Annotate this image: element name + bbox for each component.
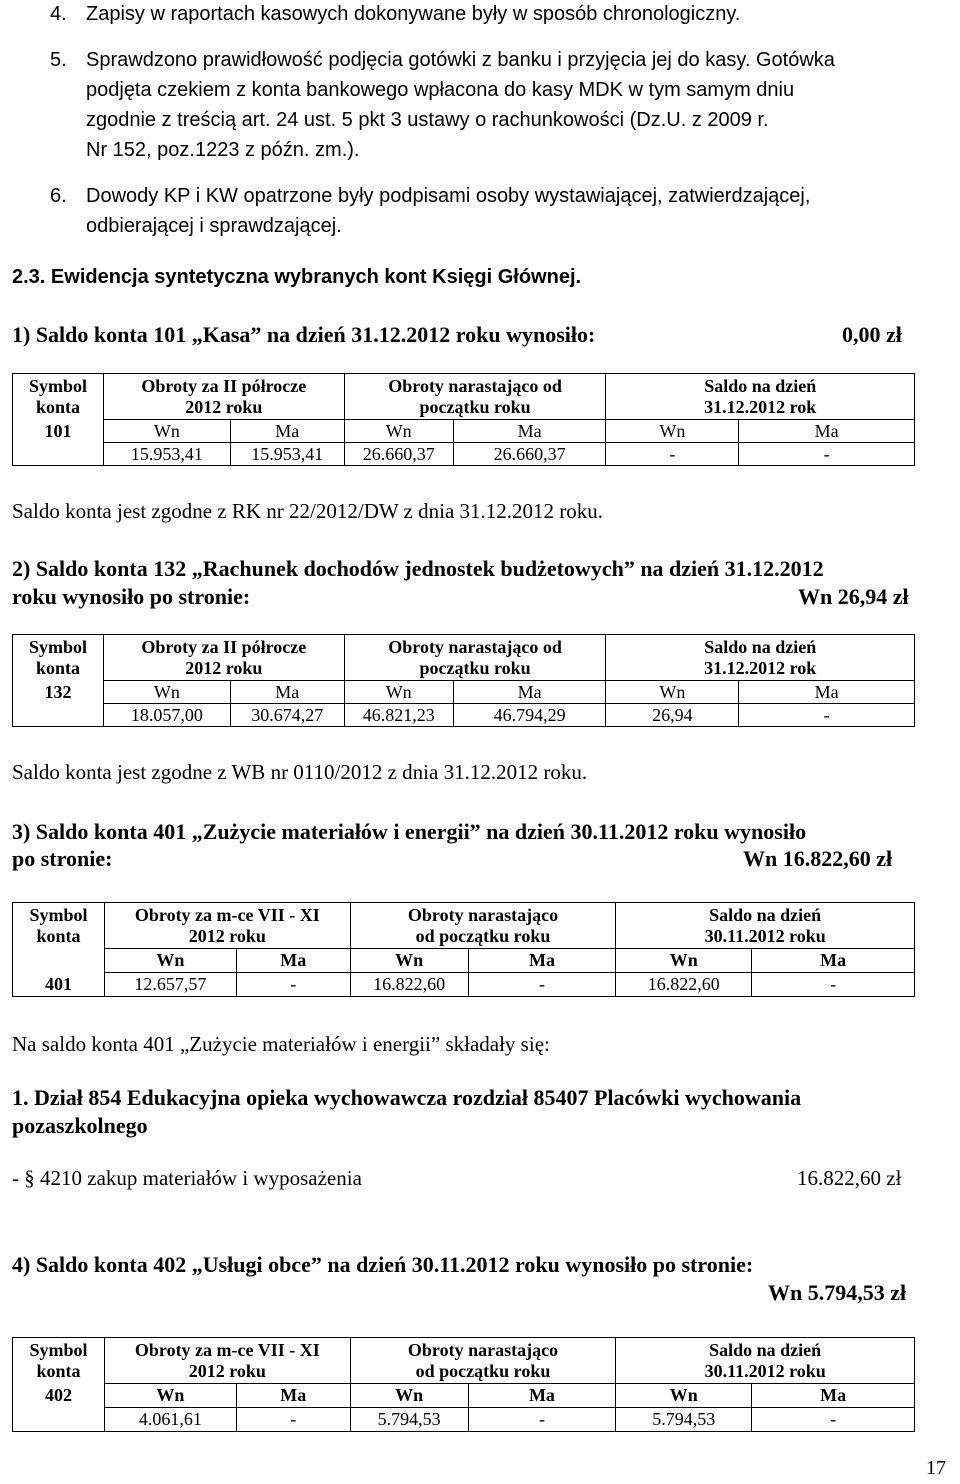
- table-401: [12, 902, 915, 997]
- side-label: Wn: [104, 1384, 236, 1408]
- header-saldo: Saldo na dzień 31.12.2012 rok: [606, 635, 915, 681]
- header-symbol: Symbol konta: [13, 635, 104, 681]
- side-label: Ma: [236, 1384, 350, 1408]
- table-cell: 5.794,53: [616, 1408, 752, 1432]
- header-narastajaco: Obroty narastająco od początku roku: [344, 374, 606, 420]
- account-number: 401: [13, 973, 105, 997]
- saldo-132-line1: 2) Saldo konta 132 „Rachunek dochodów jednostek budżetowych” na dzień 31.12.2012: [12, 556, 824, 581]
- table-cell: -: [606, 443, 739, 466]
- table-cell: 30.674,27: [230, 704, 344, 727]
- table-cell: 12.657,57: [104, 973, 236, 997]
- header-saldo: Saldo na dzień 31.12.2012 rok: [606, 374, 915, 420]
- side-label: Wn: [344, 420, 453, 443]
- side-label: Ma: [468, 949, 616, 973]
- item-number: 5.: [50, 49, 67, 71]
- saldo-401-amount: Wn 16.822,60 zł: [743, 846, 893, 871]
- table-header-row: [13, 1338, 915, 1384]
- saldo-402-line1: 4) Saldo konta 402 „Usługi obce” na dzień 30.11.2012 roku wynosiło po stronie:: [12, 1252, 754, 1277]
- table-cell: [13, 1408, 105, 1432]
- header-obroty: Obroty za m-ce VII - XI 2012 roku: [104, 903, 350, 949]
- header-symbol: Symbol konta: [13, 903, 105, 949]
- side-label: Wn: [103, 681, 230, 704]
- side-label: Ma: [739, 420, 915, 443]
- header-obroty: Obroty za m-ce VII - XI 2012 roku: [104, 1338, 350, 1384]
- table-cell: 15.953,41: [103, 443, 230, 466]
- header-obroty: Obroty za II półrocze 2012 roku: [103, 635, 344, 681]
- table-101: [12, 373, 915, 466]
- side-label: Wn: [350, 949, 468, 973]
- account-number: 402: [13, 1384, 105, 1408]
- side-label: Wn: [616, 1384, 752, 1408]
- header-saldo: Saldo na dzień 30.11.2012 roku: [616, 1338, 915, 1384]
- table-cell: 26,94: [606, 704, 739, 727]
- item-number: 6.: [50, 185, 67, 207]
- table-cell: -: [468, 973, 616, 997]
- page-number: 17: [926, 1457, 946, 1479]
- header-narastajaco: Obroty narastająco od początku roku: [344, 635, 606, 681]
- side-label: Ma: [230, 420, 344, 443]
- side-label: Ma: [230, 681, 344, 704]
- table-sides-row: [13, 949, 915, 973]
- saldo-132-note: Saldo konta jest zgodne z WB nr 0110/2012 z dnia 31.12.2012 roku.: [12, 760, 588, 784]
- side-label: Ma: [236, 949, 350, 973]
- table-cell: -: [739, 704, 915, 727]
- saldo-401-line2: po stronie:: [12, 846, 113, 871]
- side-label: Wn: [606, 681, 739, 704]
- header-symbol: Symbol konta: [13, 374, 104, 420]
- side-label: Ma: [468, 1384, 616, 1408]
- side-label: Ma: [453, 420, 606, 443]
- table-sides-row: [13, 681, 915, 704]
- table-cell: 46.794,29: [453, 704, 606, 727]
- table-cell: 4.061,61: [104, 1408, 236, 1432]
- paragraf-4210: - § 4210 zakup materiałów i wyposażenia: [12, 1166, 362, 1190]
- item-text-line: zgodnie z treścią art. 24 ust. 5 pkt 3 ustawy o rachunkowości (Dz.U. z 2009 r.: [86, 109, 769, 131]
- table-cell: 15.953,41: [230, 443, 344, 466]
- table-cell: 16.822,60: [616, 973, 752, 997]
- table-cell: -: [752, 1408, 915, 1432]
- side-label: Wn: [103, 420, 230, 443]
- account-number: 132: [13, 681, 104, 704]
- header-obroty: Obroty za II półrocze 2012 roku: [103, 374, 344, 420]
- side-label: Ma: [453, 681, 606, 704]
- table-row: [13, 704, 915, 727]
- table-cell: 18.057,00: [103, 704, 230, 727]
- paragraf-4210-amount: 16.822,60 zł: [797, 1166, 902, 1190]
- header-symbol: Symbol konta: [13, 1338, 105, 1384]
- table-cell: [13, 443, 104, 466]
- saldo-401-line1: 3) Saldo konta 401 „Zużycie materiałów i energii” na dzień 30.11.2012 roku wynosiło: [12, 819, 807, 844]
- table-132: [12, 634, 915, 727]
- side-label: Wn: [104, 949, 236, 973]
- saldo-101-note: Saldo konta jest zgodne z RK nr 22/2012/DW z dnia 31.12.2012 roku.: [12, 499, 604, 523]
- section-heading: 2.3. Ewidencja syntetyczna wybranych kont Księgi Głównej.: [12, 266, 582, 288]
- table-cell: -: [236, 1408, 350, 1432]
- account-number: 101: [13, 420, 104, 443]
- table-sides-row: [13, 1384, 915, 1408]
- side-label: Wn: [616, 949, 752, 973]
- saldo-101-amount: 0,00 zł: [842, 322, 902, 347]
- header-narastajaco: Obroty narastająco od początku roku: [350, 1338, 616, 1384]
- item-number: 4.: [50, 3, 67, 25]
- table-cell: -: [468, 1408, 616, 1432]
- table-cell: 26.660,37: [344, 443, 453, 466]
- item-text-line: Nr 152, poz.1223 z późn. zm.).: [86, 139, 360, 161]
- item-text-line: Dowody KP i KW opatrzone były podpisami osoby wystawiającej, zatwierdzającej,: [86, 185, 811, 207]
- table-cell: 26.660,37: [453, 443, 606, 466]
- item-text-line: odbierającej i sprawdzającej.: [86, 215, 342, 237]
- table-row: [13, 973, 915, 997]
- table-header-row: [13, 374, 915, 420]
- side-label: Ma: [752, 1384, 915, 1408]
- side-label: Wn: [606, 420, 739, 443]
- dzial-854-line1: 1. Dział 854 Edukacyjna opieka wychowawcza rozdział 85407 Placówki wychowania: [12, 1085, 802, 1110]
- table-cell: -: [752, 973, 915, 997]
- table-cell: [13, 949, 105, 973]
- table-row: [13, 1408, 915, 1432]
- table-sides-row: [13, 420, 915, 443]
- saldo-132-line2: roku wynosiło po stronie:: [12, 584, 251, 609]
- saldo-101-label: 1) Saldo konta 101 „Kasa” na dzień 31.12.2012 roku wynosiło:: [12, 322, 596, 347]
- table-row: [13, 443, 915, 466]
- table-cell: -: [739, 443, 915, 466]
- table-cell: -: [236, 973, 350, 997]
- table-header-row: [13, 903, 915, 949]
- side-label: Wn: [350, 1384, 468, 1408]
- side-label: Ma: [739, 681, 915, 704]
- table-cell: 16.822,60: [350, 973, 468, 997]
- item-text-line: Sprawdzono prawidłowość podjęcia gotówki z banku i przyjęcia jej do kasy. Gotówka: [86, 49, 835, 71]
- table-header-row: [13, 635, 915, 681]
- table-cell: 5.794,53: [350, 1408, 468, 1432]
- table-402: [12, 1337, 915, 1432]
- header-narastajaco: Obroty narastająco od początku roku: [350, 903, 616, 949]
- saldo-402-amount: Wn 5.794,53 zł: [768, 1280, 907, 1305]
- side-label: Ma: [752, 949, 915, 973]
- item-text-line: podjęta czekiem z konta bankowego wpłacona do kasy MDK w tym samym dniu: [86, 79, 795, 101]
- side-label: Wn: [344, 681, 453, 704]
- saldo-401-note: Na saldo konta 401 „Zużycie materiałów i energii” składały się:: [12, 1032, 550, 1056]
- item-text: Zapisy w raportach kasowych dokonywane były w sposób chronologiczny.: [86, 3, 741, 25]
- table-cell: 46.821,23: [344, 704, 453, 727]
- saldo-132-amount: Wn 26,94 zł: [798, 584, 909, 609]
- header-saldo: Saldo na dzień 30.11.2012 roku: [616, 903, 915, 949]
- dzial-854-line2: pozaszkolnego: [12, 1113, 148, 1138]
- table-cell: [13, 704, 104, 727]
